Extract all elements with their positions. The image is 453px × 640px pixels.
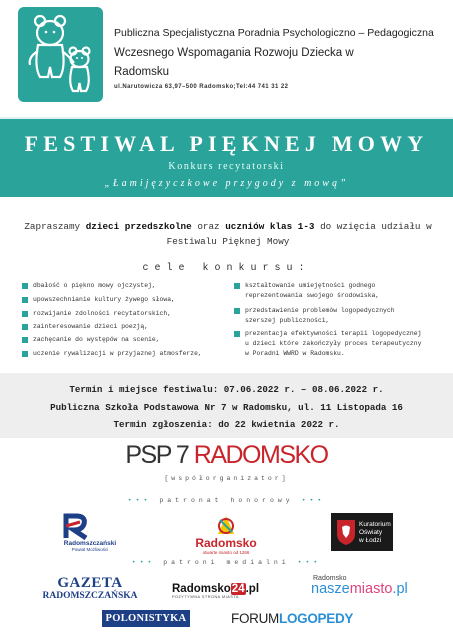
r24-tagline: POZYTYWNA STRONA MIASTA bbox=[172, 595, 239, 599]
radomsko24-name bbox=[172, 583, 272, 595]
media-patrons-label: patroni medialni bbox=[163, 559, 290, 566]
polonistyka-logo: POLONISTYKA bbox=[102, 610, 190, 627]
gazeta-line2: RADOMSZCZAŃSKA bbox=[42, 591, 138, 601]
honorary-patronage-heading bbox=[0, 497, 453, 504]
coorganizer-label: [współorganizator] bbox=[164, 475, 289, 482]
powiat-logo bbox=[50, 512, 130, 562]
dots-decor: ••• bbox=[297, 559, 322, 566]
goal-item: przedstawienie problemów logopedycznych bbox=[245, 307, 395, 314]
r24-part-c: .pl bbox=[245, 583, 260, 595]
goal-item: prezentacja efektywności terapii logopedycznej bbox=[245, 330, 422, 337]
registration-deadline: Termin zgłoszenia: do 22 kwietnia 2022 r. bbox=[113, 419, 340, 430]
invite-text-3: do wzięcia udziału w Festiwalu Pięknej Mowy bbox=[166, 221, 432, 247]
nm-part-c: .pl bbox=[392, 581, 408, 597]
festival-venue: Publiczna Szkoła Podstawowa Nr 7 w Radomsku, ul. 11 Listopada 16 bbox=[50, 402, 403, 413]
festival-title: FESTIWAL PIĘKNEJ MOWY bbox=[24, 131, 429, 156]
kuratorium-text bbox=[359, 521, 391, 545]
honorary-patronage-label: patronat honorowy bbox=[159, 497, 294, 504]
r24-part-a: Radomsko bbox=[172, 583, 231, 595]
forum-part-a: FORUM bbox=[231, 611, 279, 626]
eagle-emblem-icon bbox=[335, 518, 357, 546]
invite-text-2: oraz bbox=[191, 221, 226, 232]
powiat-tagline: Powiat Możliwości bbox=[71, 547, 109, 552]
goal-item: rozwijanie zdolności recytatorskich, bbox=[33, 310, 172, 317]
gazeta-radomszczanska-logo bbox=[40, 577, 140, 603]
goals-heading: cele konkursu: bbox=[142, 263, 311, 274]
coorganizer-name-b: RADOMSKO bbox=[193, 441, 328, 469]
festival-date: Termin i miejsce festiwalu: 07.06.2022 r. – 08.06.2022 r. bbox=[69, 384, 384, 395]
clinic-name-line3: Radomsku bbox=[114, 66, 169, 78]
goal-item: kształtowanie umiejętności godnego bbox=[245, 282, 376, 289]
goal-item: upowszechnianie kultury żywego słowa, bbox=[33, 296, 175, 303]
goal-item: dbałość o piękno mowy ojczystej, bbox=[33, 282, 156, 289]
goal-item-cont: reprezentowania swojego środowiska, bbox=[245, 292, 380, 299]
clinic-logo bbox=[18, 7, 103, 102]
kuratorium-line1: Kuratorium bbox=[359, 521, 391, 528]
coorganizer-logo bbox=[0, 441, 453, 470]
radomsko-city-logo bbox=[186, 510, 266, 566]
goal-item: zachęcanie do występów na scenie, bbox=[33, 336, 160, 343]
festival-motto: „Łamijęzyczkowe przygody z mową” bbox=[104, 178, 349, 189]
invite-text-1: Zapraszamy bbox=[24, 221, 86, 232]
nm-part-b: miasto bbox=[349, 581, 393, 597]
naszemiasto-logo bbox=[311, 575, 421, 597]
naszemiasto-city: Radomsko bbox=[313, 575, 347, 582]
kuratorium-line3: w Łodzi bbox=[359, 537, 382, 544]
clinic-name-line1: Publiczna Specjalistyczna Poradnia Psychologiczno – Pedagogiczna bbox=[114, 27, 434, 39]
dots-decor: ••• bbox=[131, 559, 156, 566]
r24-part-b: 24 bbox=[231, 583, 245, 595]
invite-bold-1: dzieci przedszkolne bbox=[85, 221, 192, 232]
powiat-emblem-icon bbox=[50, 512, 130, 540]
powiat-name: Radomszczański bbox=[63, 540, 117, 547]
radomsko24-logo bbox=[172, 583, 272, 599]
coorganizer-name-a: PSP 7 bbox=[125, 441, 189, 469]
kuratorium-logo bbox=[331, 513, 393, 551]
city-name: Radomsko bbox=[195, 536, 257, 550]
city-tagline: otwarte miasto od 1266 bbox=[202, 550, 250, 555]
gazeta-line1: GAZETA bbox=[57, 575, 123, 591]
goal-item-cont: u dzieci które zakończyły proces terapeutyczny bbox=[245, 340, 422, 347]
festival-subtitle: Konkurs recytatorski bbox=[168, 161, 285, 172]
kuratorium-line2: Oświaty bbox=[359, 529, 383, 536]
clinic-address: ul.Narutowicza 63,97–500 Radomsko;Tel:44 741 31 22 bbox=[114, 84, 289, 90]
dots-decor: ••• bbox=[301, 497, 326, 504]
invitation-text bbox=[18, 219, 438, 249]
goal-item: zainteresowanie dzieci poezją, bbox=[33, 323, 149, 330]
forum-part-b: LOGOPEDY bbox=[279, 611, 354, 626]
invite-bold-2: uczniów klas 1-3 bbox=[225, 221, 315, 232]
goal-item-cont: w Poradni WWRD w Radomsku. bbox=[245, 350, 345, 357]
forum-logopedy-logo bbox=[231, 611, 353, 626]
dots-decor: ••• bbox=[127, 497, 152, 504]
goal-item-cont: szerszej publiczności, bbox=[245, 317, 330, 324]
nm-part-a: nasze bbox=[311, 581, 350, 597]
city-emblem-icon bbox=[186, 510, 266, 536]
clinic-name-line2: Wczesnego Wspomagania Rozwoju Dziecka w bbox=[114, 47, 354, 59]
goal-item: uczenie rywalizacji w przyjaznej atmosferze, bbox=[33, 350, 202, 357]
media-patrons-heading bbox=[0, 559, 453, 566]
naszemiasto-name bbox=[311, 582, 421, 597]
